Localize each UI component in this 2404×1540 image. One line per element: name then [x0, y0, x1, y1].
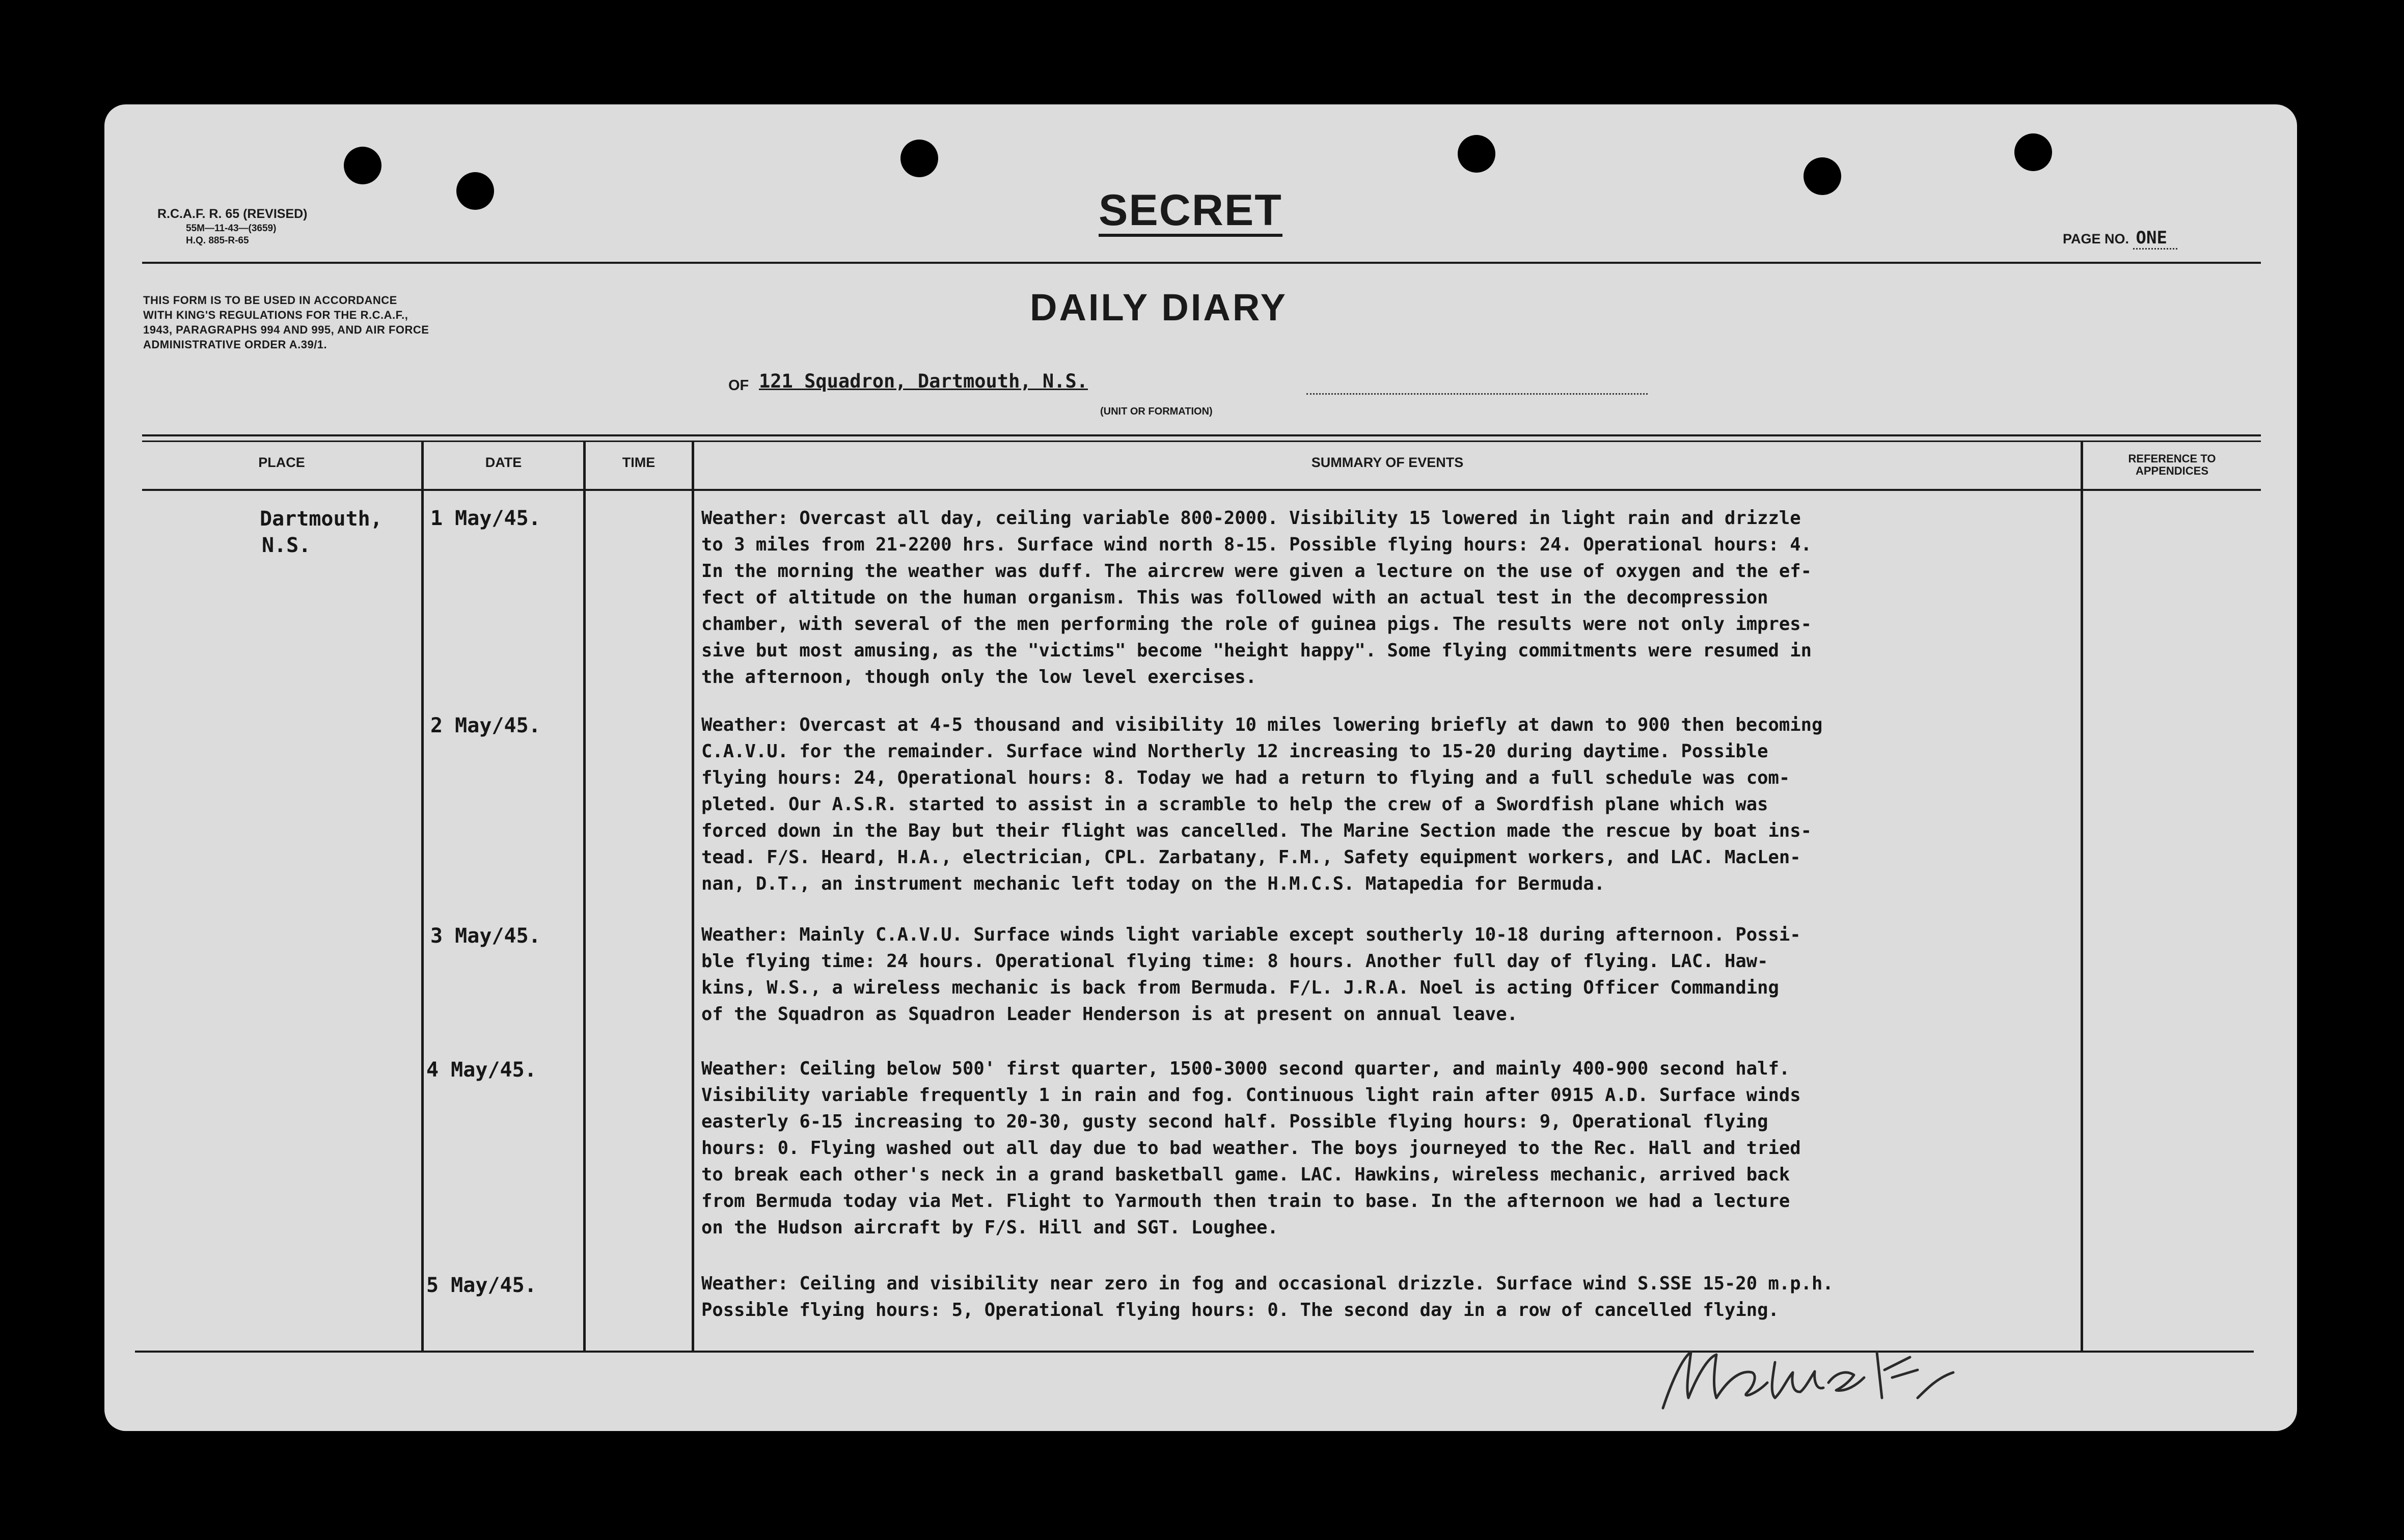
entry-summary — [701, 922, 2077, 1028]
entry-summary — [701, 1056, 2077, 1241]
column-header-summary: SUMMARY OF EVENTS — [1311, 455, 1464, 470]
summary-line: kins, W.S., a wireless mechanic is back from Bermuda. F/L. J.R.A. Noel is acting Officer Commanding — [701, 977, 1779, 998]
summary-line: on the Hudson aircraft by F/S. Hill and SGT. Loughee. — [701, 1217, 1278, 1238]
column-header-date: DATE — [485, 455, 522, 470]
column-header-place: PLACE — [258, 455, 305, 470]
regulations-line: WITH KING'S REGULATIONS FOR THE R.C.A.F., — [143, 309, 408, 321]
summary-line: Possible flying hours: 5, Operational flying hours: 0. The second day in a row of cancelled flying. — [701, 1300, 1779, 1321]
unit-dotted-line — [1306, 393, 1648, 395]
summary-line: easterly 6-15 increasing to 20-30, gusty second half. Possible flying hours: 9, Operational flying — [701, 1111, 1768, 1132]
summary-line: flying hours: 24, Operational hours: 8. Today we had a return to flying and a full schedule was com- — [701, 767, 1790, 788]
entry-date: 1 May/45. — [430, 507, 541, 530]
punch-hole — [2014, 133, 2052, 171]
column-divider — [692, 441, 694, 1352]
summary-line: pleted. Our A.S.R. started to assist in a scramble to help the crew of a Swordfish plane which was — [701, 794, 1768, 815]
of-label: OF — [728, 377, 749, 394]
signature-icon — [1653, 1322, 1969, 1423]
reference-line1: REFERENCE TO — [2128, 452, 2216, 465]
place-line1: Dartmouth, — [260, 507, 383, 531]
entry-summary — [701, 712, 2077, 897]
form-code-line1: R.C.A.F. R. 65 (REVISED) — [157, 207, 308, 221]
entry-date: 3 May/45. — [430, 924, 541, 948]
summary-line: tead. F/S. Heard, H.A., electrician, CPL. Zarbatany, F.M., Safety equipment workers, and LAC. MacLen- — [701, 847, 1801, 868]
column-divider — [583, 441, 586, 1352]
summary-line: fect of altitude on the human organism. This was followed with an actual test in the decompression — [701, 587, 1768, 608]
summary-line: Weather: Overcast all day, ceiling variable 800-2000. Visibility 15 lowered in light rain and drizzle — [701, 508, 1801, 529]
regulations-line: 1943, PARAGRAPHS 994 AND 995, AND AIR FORCE — [143, 323, 429, 336]
summary-line: the afternoon, though only the low level exercises. — [701, 667, 1257, 688]
column-divider — [2081, 441, 2083, 1352]
summary-line: forced down in the Bay but their flight was cancelled. The Marine Section made the rescue by boat ins- — [701, 820, 1812, 841]
summary-line: chamber, with several of the men performing the role of guinea pigs. The results were not only impres- — [701, 614, 1812, 635]
table-header-rule — [142, 489, 2261, 491]
unit-caption: (UNIT OR FORMATION) — [1100, 406, 1213, 417]
summary-line: Weather: Ceiling below 500' first quarter, 1500-3000 second quarter, and mainly 400-900 second half. — [701, 1058, 1790, 1079]
signature — [1653, 1322, 1969, 1423]
summary-line: nan, D.T., an instrument mechanic left today on the H.M.C.S. Matapedia for Bermuda. — [701, 873, 1605, 894]
diary-sheet — [104, 104, 2297, 1431]
place-line2: N.S. — [262, 534, 311, 557]
summary-line: to 3 miles from 21-2200 hrs. Surface wind north 8-15. Possible flying hours: 24. Operational hours: 4. — [701, 534, 1812, 555]
reference-line2: APPENDICES — [2135, 464, 2209, 477]
form-code — [157, 205, 308, 247]
summary-line: C.A.V.U. for the remainder. Surface wind Northerly 12 increasing to 15-20 during daytime. Possible — [701, 741, 1768, 762]
summary-line: Weather: Overcast at 4-5 thousand and visibility 10 miles lowering briefly at dawn to 900 then becoming — [701, 714, 1823, 735]
header-rule — [142, 262, 2261, 264]
punch-hole — [1458, 135, 1495, 173]
summary-line: sive but most amusing, as the "victims" become "height happy". Some flying commitments were resumed in — [701, 640, 1812, 661]
regulations-line: THIS FORM IS TO BE USED IN ACCORDANCE — [143, 294, 397, 307]
entry-date: 4 May/45. — [426, 1058, 537, 1082]
form-code-line3: H.Q. 885-R-65 — [186, 235, 249, 246]
form-title: DAILY DIARY — [1030, 286, 1288, 328]
entry-date: 2 May/45. — [430, 714, 541, 737]
page-number — [2063, 228, 2177, 248]
table-top-rule — [142, 434, 2261, 436]
summary-line: of the Squadron as Squadron Leader Henderson is at present on annual leave. — [701, 1004, 1518, 1025]
table-top-rule-inner — [142, 441, 2261, 442]
classification-heading: SECRET — [1099, 188, 1282, 237]
summary-line: Visibility variable frequently 1 in rain and fog. Continuous light rain after 0915 A.D. Surface winds — [701, 1085, 1801, 1106]
punch-hole — [900, 140, 938, 177]
summary-line: to break each other's neck in a grand basketball game. LAC. Hawkins, wireless mechanic, arrived back — [701, 1164, 1790, 1185]
page-number-label: PAGE NO. — [2063, 231, 2129, 246]
summary-line: In the morning the weather was duff. The aircrew were given a lecture on the use of oxygen and the ef- — [701, 561, 1812, 582]
punch-hole — [456, 172, 494, 210]
page-number-value: ONE — [2133, 228, 2177, 250]
regulations-line: ADMINISTRATIVE ORDER A.39/1. — [143, 338, 327, 351]
place-value — [260, 506, 383, 559]
entry-summary — [701, 505, 2077, 691]
summary-line: from Bermuda today via Met. Flight to Yarmouth then train to base. In the afternoon we had a lecture — [701, 1191, 1790, 1212]
summary-line: hours: 0. Flying washed out all day due to bad weather. The boys journeyed to the Rec. Hall and tried — [701, 1138, 1801, 1159]
column-divider — [421, 441, 424, 1352]
column-header-reference — [2083, 453, 2261, 477]
entry-summary — [701, 1271, 2077, 1324]
form-code-line2: 55M—11-43—(3659) — [186, 223, 277, 234]
punch-hole — [344, 147, 381, 184]
summary-line: ble flying time: 24 hours. Operational flying time: 8 hours. Another full day of flying. LAC. Haw- — [701, 951, 1768, 972]
punch-hole — [1804, 157, 1841, 195]
entry-date: 5 May/45. — [426, 1274, 537, 1297]
regulations-note — [143, 293, 429, 352]
column-header-time: TIME — [622, 455, 655, 470]
unit-value: 121 Squadron, Dartmouth, N.S. — [759, 370, 1088, 392]
summary-line: Weather: Ceiling and visibility near zero in fog and occasional drizzle. Surface wind S.SSE 15-20 m.p.h. — [701, 1273, 1834, 1294]
summary-line: Weather: Mainly C.A.V.U. Surface winds light variable except southerly 10-18 during afternoon. Possi- — [701, 924, 1801, 945]
